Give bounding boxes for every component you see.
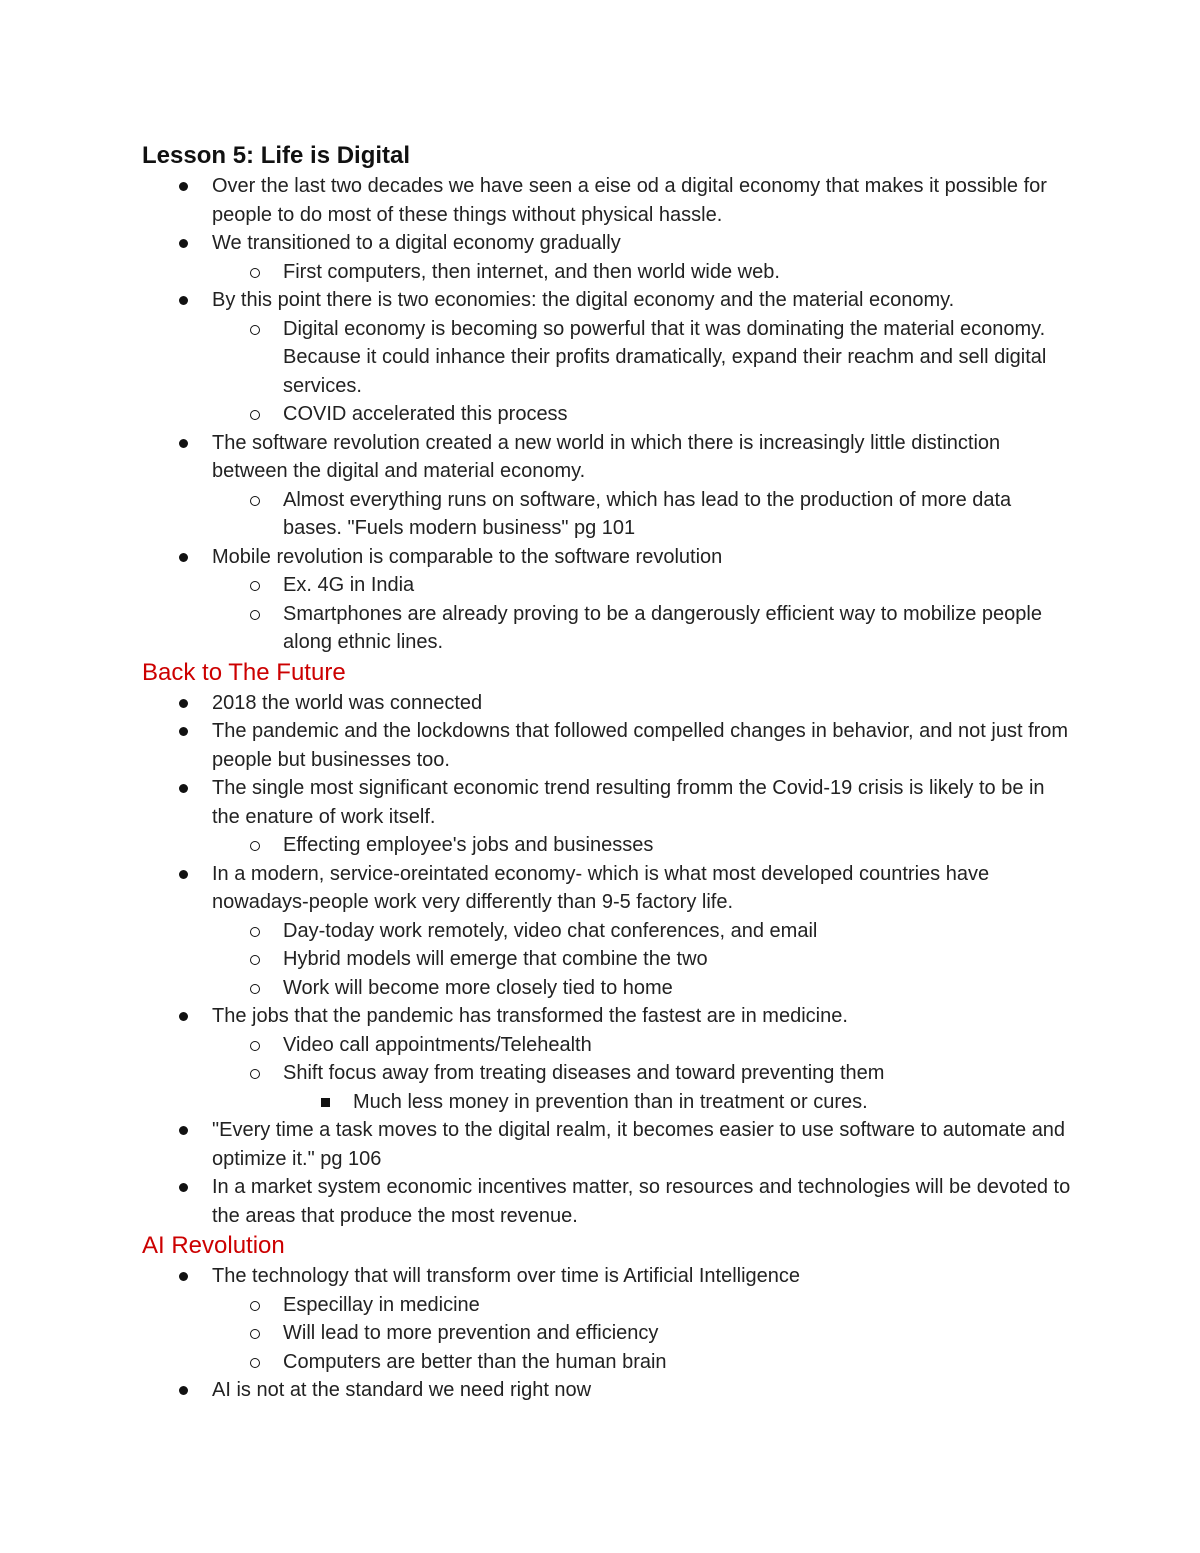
filled-circle-bullet-icon xyxy=(179,239,188,248)
list-item: Shift focus away from treating diseases and toward preventing them xyxy=(142,1059,1072,1088)
hollow-circle-bullet-icon xyxy=(250,1301,260,1311)
list-item: The technology that will transform over time is Artificial Intelligence xyxy=(142,1262,1072,1291)
lesson-bullet-list xyxy=(142,172,1072,657)
list-item: The jobs that the pandemic has transformed the fastest are in medicine. xyxy=(142,1002,1072,1031)
list-item: In a market system economic incentives matter, so resources and technologies will be devoted to the areas that produce the most revenue. xyxy=(142,1173,1072,1230)
list-item: "Every time a task moves to the digital realm, it becomes easier to use software to automate and optimize it." pg 106 xyxy=(142,1116,1072,1173)
hollow-circle-bullet-icon xyxy=(250,268,260,278)
list-item: Smartphones are already proving to be a dangerously efficient way to mobilize people along ethnic lines. xyxy=(142,600,1072,657)
list-item: Much less money in prevention than in treatment or cures. xyxy=(142,1088,1072,1117)
list-item: Almost everything runs on software, which has lead to the production of more data bases. "Fuels modern business" pg 101 xyxy=(142,486,1072,543)
list-item: Day-today work remotely, video chat conferences, and email xyxy=(142,917,1072,946)
filled-circle-bullet-icon xyxy=(179,699,188,708)
hollow-circle-bullet-icon xyxy=(250,610,260,620)
list-item: Hybrid models will emerge that combine the two xyxy=(142,945,1072,974)
hollow-circle-bullet-icon xyxy=(250,1069,260,1079)
list-item: Computers are better than the human brain xyxy=(142,1348,1072,1377)
filled-circle-bullet-icon xyxy=(179,1386,188,1395)
hollow-circle-bullet-icon xyxy=(250,841,260,851)
list-item: 2018 the world was connected xyxy=(142,689,1072,718)
hollow-circle-bullet-icon xyxy=(250,1358,260,1368)
filled-circle-bullet-icon xyxy=(179,1183,188,1192)
list-item: Over the last two decades we have seen a eise od a digital economy that makes it possible for people to do most of these things without physical hassle. xyxy=(142,172,1072,229)
hollow-circle-bullet-icon xyxy=(250,927,260,937)
lesson-title: Lesson 5: Life is Digital xyxy=(142,142,411,169)
square-bullet-icon xyxy=(321,1098,330,1107)
list-item: First computers, then internet, and then world wide web. xyxy=(142,258,1072,287)
hollow-circle-bullet-icon xyxy=(250,984,260,994)
hollow-circle-bullet-icon xyxy=(250,955,260,965)
filled-circle-bullet-icon xyxy=(179,1126,188,1135)
filled-circle-bullet-icon xyxy=(179,182,188,191)
filled-circle-bullet-icon xyxy=(179,439,188,448)
list-item: Video call appointments/Telehealth xyxy=(142,1031,1072,1060)
section-heading-back-to-the-future: Back to The Future xyxy=(142,658,346,686)
back-to-the-future-bullet-list xyxy=(142,689,1072,1231)
filled-circle-bullet-icon xyxy=(179,1012,188,1021)
filled-circle-bullet-icon xyxy=(179,784,188,793)
hollow-circle-bullet-icon xyxy=(250,1041,260,1051)
hollow-circle-bullet-icon xyxy=(250,410,260,420)
section-heading-ai-revolution: AI Revolution xyxy=(142,1232,285,1259)
list-item: The single most significant economic trend resulting fromm the Covid-19 crisis is likely to be in the enature of work itself. xyxy=(142,774,1072,831)
list-item: Ex. 4G in India xyxy=(142,571,1072,600)
list-item: COVID accelerated this process xyxy=(142,400,1072,429)
list-item: Work will become more closely tied to home xyxy=(142,974,1072,1003)
hollow-circle-bullet-icon xyxy=(250,581,260,591)
hollow-circle-bullet-icon xyxy=(250,1329,260,1339)
document-page xyxy=(142,140,1072,1405)
list-item: Mobile revolution is comparable to the software revolution xyxy=(142,543,1072,572)
list-item: Especillay in medicine xyxy=(142,1291,1072,1320)
hollow-circle-bullet-icon xyxy=(250,496,260,506)
filled-circle-bullet-icon xyxy=(179,727,188,736)
filled-circle-bullet-icon xyxy=(179,1272,188,1281)
list-item: Will lead to more prevention and efficiency xyxy=(142,1319,1072,1348)
filled-circle-bullet-icon xyxy=(179,553,188,562)
list-item: We transitioned to a digital economy gradually xyxy=(142,229,1072,258)
hollow-circle-bullet-icon xyxy=(250,325,260,335)
filled-circle-bullet-icon xyxy=(179,296,188,305)
list-item: The software revolution created a new world in which there is increasingly little distinction between the digital and material economy. xyxy=(142,429,1072,486)
list-item: Effecting employee's jobs and businesses xyxy=(142,831,1072,860)
list-item: In a modern, service-oreintated economy- which is what most developed countries have nowadays-people work very differently than 9-5 factory life. xyxy=(142,860,1072,917)
list-item: The pandemic and the lockdowns that followed compelled changes in behavior, and not just from people but businesses too. xyxy=(142,717,1072,774)
list-item: AI is not at the standard we need right now xyxy=(142,1376,1072,1405)
list-item: By this point there is two economies: the digital economy and the material economy. xyxy=(142,286,1072,315)
list-item: Digital economy is becoming so powerful that it was dominating the material economy. Because it could inhance their profits dramatically, expand their reachm and sell digital services. xyxy=(142,315,1072,401)
filled-circle-bullet-icon xyxy=(179,870,188,879)
ai-revolution-bullet-list xyxy=(142,1262,1072,1405)
